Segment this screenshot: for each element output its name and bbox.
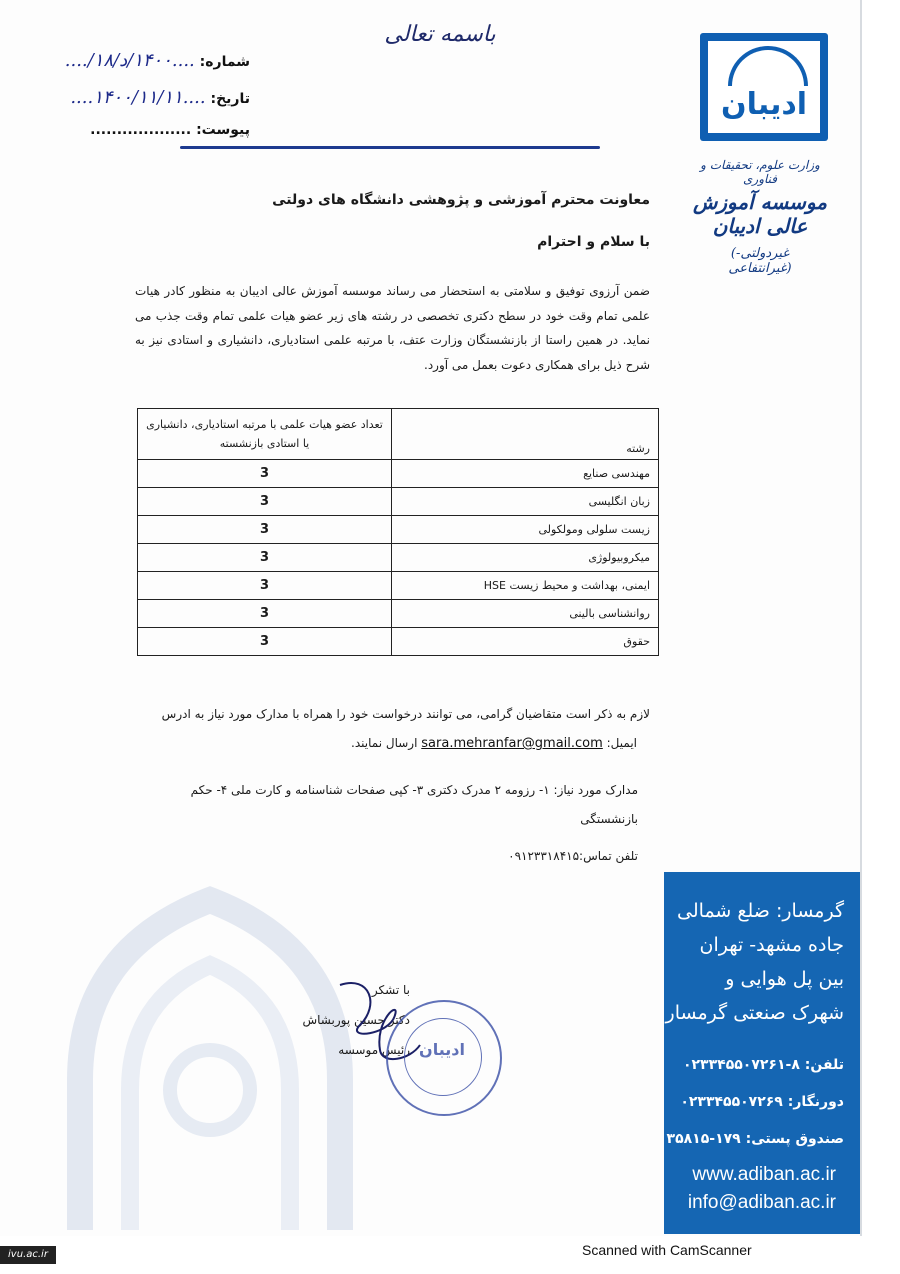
row-count: 3: [138, 544, 392, 572]
email-label: ایمیل:: [606, 736, 637, 750]
number-label: شماره:: [199, 54, 250, 70]
address-line: بین پل هوایی و: [725, 968, 844, 990]
table-row: [138, 460, 659, 488]
email-suffix: ارسال نمایند.: [351, 736, 418, 750]
address-line: جاده مشهد- تهران: [699, 934, 844, 956]
application-note: لازم به ذکر است متقاضیان گرامی، می توانند درخواست خود را همراه با مدارک مورد نیاز به ادرس: [161, 707, 650, 721]
row-count: 3: [138, 600, 392, 628]
positions-table: [137, 408, 659, 656]
site-tag: ivu.ac.ir: [0, 1246, 56, 1264]
official-stamp: [386, 1000, 502, 1116]
address-line: شهرک صنعتی گرمسار: [665, 1002, 844, 1024]
address-block: [664, 894, 844, 1030]
row-field: حقوق: [392, 628, 659, 656]
email-line: [300, 736, 637, 751]
table-row: [138, 628, 659, 656]
table-row: [138, 544, 659, 572]
date-label: تاریخ:: [210, 91, 250, 107]
row-field: روانشناسی بالینی: [392, 600, 659, 628]
table-row: [138, 600, 659, 628]
letter-attachment: [70, 122, 250, 138]
stamp-logo: ادیبان: [419, 1040, 465, 1059]
table-header-row: [138, 409, 659, 460]
row-count: 3: [138, 516, 392, 544]
institute-name: موسسه آموزش عالی ادیبان: [692, 190, 827, 238]
table-row: [138, 488, 659, 516]
letter-number: [64, 50, 250, 71]
required-documents: مدارک مورد نیاز: ۱- رزومه ۲ مدرک دکتری ۳- کپی صفحات شناسنامه و کارت ملی ۴- حکم بازنشستگی: [190, 783, 638, 826]
header-divider: [180, 146, 600, 149]
greeting: با سلام و احترام: [537, 234, 650, 250]
number-value: ....۱۴۰۰/د/۱۸/....: [64, 50, 195, 71]
page-edge: [860, 0, 862, 1236]
row-count: 3: [138, 572, 392, 600]
signer-name: دکتر حسین پوربشاش: [302, 1013, 410, 1027]
po-box: صندوق پستی: ۱۷۹-۳۵۸۱۵: [666, 1131, 844, 1147]
gear-arch-icon: [728, 46, 808, 86]
telephone: تلفن: ۸-۰۲۳۳۴۵۵۰۷۲۶۱: [682, 1057, 844, 1073]
fax: دورنگار: ۰۲۳۳۴۵۵۰۷۲۶۹: [680, 1094, 844, 1110]
table-row: [138, 572, 659, 600]
recipient: معاونت محترم آموزشی و پژوهشی دانشگاه های دولتی: [272, 192, 650, 208]
row-count: 3: [138, 488, 392, 516]
website-link[interactable]: www.adiban.ac.ir: [692, 1164, 836, 1185]
scanner-watermark: Scanned with CamScanner: [582, 1242, 752, 1258]
letter-date: [70, 87, 250, 108]
row-field: ایمنی، بهداشت و محیط زیست HSE: [392, 572, 659, 600]
table-row: [138, 516, 659, 544]
attachment-label: پیوست:: [196, 122, 250, 138]
basmala-heading: باسمه تعالی: [384, 22, 496, 47]
contact-phone: تلفن تماس:۰۹۱۲۳۳۱۸۴۱۵: [508, 849, 638, 863]
institute-type: (غیردولتی-غیرانتفاعی): [728, 246, 792, 276]
row-count: 3: [138, 628, 392, 656]
row-count: 3: [138, 460, 392, 488]
address-line: گرمسار: ضلع شمالی: [677, 900, 844, 922]
signature-thanks: با تشکر: [371, 983, 410, 997]
row-field: میکروبیولوژی: [392, 544, 659, 572]
ministry-name: وزارت علوم، تحقیقات و فناوری: [700, 158, 820, 186]
institute-logo: [700, 33, 828, 141]
header-count: تعداد عضو هیات علمی با مرتبه استادیاری، دانشیاری یا استادی بازنشسته: [138, 409, 392, 460]
signer-title: رئیس موسسه: [338, 1043, 410, 1057]
contact-email-link[interactable]: sara.mehranfar@gmail.com: [421, 736, 603, 751]
contact-panel: [664, 872, 860, 1234]
letter-body: ضمن آرزوی توفیق و سلامتی به استحضار می رساند موسسه آموزش عالی ادیبان به منظور کادر هیات علمی تمام وقت خود در سطح دکتری تخصصی در رشته های زیر عضو هیات علمی تمام وقت جذب می نماید. در همین راستا از بازنشستگان وزارت عتف، با مرتبه علمی استادیاری، دانشیاری و استادی نیز به شرح ذیل برای همکاری دعوت بعمل می آورد.: [135, 284, 650, 372]
row-field: زبان انگلیسی: [392, 488, 659, 516]
date-value: ....۱۴۰۰/۱۱/۱۱....: [70, 87, 206, 108]
attachment-value: ...................: [90, 122, 192, 138]
header-field: رشته: [392, 409, 659, 460]
info-email-link[interactable]: info@adiban.ac.ir: [687, 1192, 836, 1213]
row-field: مهندسی صنایع: [392, 460, 659, 488]
logo-wordmark: ادیبان: [720, 87, 808, 122]
row-field: زیست سلولی ومولکولی: [392, 516, 659, 544]
